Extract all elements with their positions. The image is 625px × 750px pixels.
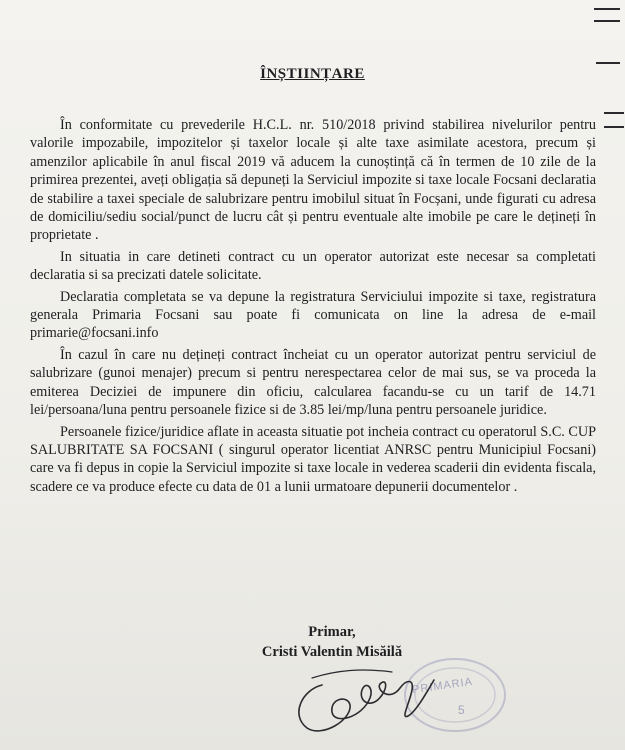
stamp-number: 5 (458, 703, 465, 717)
edge-mark (594, 8, 620, 10)
handwritten-signature (282, 650, 462, 740)
paragraph: În conformitate cu prevederile H.C.L. nr. 510/2018 privind stabilirea nivelurilor pentru valorile impozabile, impozitelor și taxelor locale și alte taxe asimilate acestora, precum și amenzilor aplicabile în anul fiscal 2019 vă aducem la cunoștință că în termen de 10 zile de la primirea prezentei, aveți obligația să depuneți la Serviciul impozite si taxe locale Focsani declaratia de stabilire a taxei speciale de salubrizare pentru imobilul situat în Focșani, unde figurati cu adresa de domiciliu/sediu social/punct de lucru cât și pentru eventuale alte imobile pe care le dețineți în proprietate . (30, 117, 596, 244)
paragraph: În cazul în care nu dețineți contract încheiat cu un operator autorizat pentru serviciul de salubrizare (gunoi menajer) precum si pentru nerespectarea celor de mai sus, se va proceda la emiterea Deciziei de impunere din oficiu, calcularea facandu-se cu un tarif de 14.71 lei/persoana/luna pentru persoanele fizice si de 3.85 lei/mp/luna pentru persoanele juridice. (30, 346, 596, 419)
signatory-name: Cristi Valentin Misăilă (261, 644, 403, 660)
document-title: ÎNȘTIINȚARE (260, 66, 365, 82)
stamp-label: PRIMARIA (411, 675, 474, 697)
document-body (30, 116, 596, 496)
edge-mark (594, 20, 620, 22)
paragraph: In situatia in care detineti contract cu un operator autorizat este necesar sa completati declaratia si sa precizati datele solicitate. (30, 248, 596, 284)
edge-mark (596, 62, 620, 64)
signatory-role: Primar, (308, 624, 356, 640)
paragraph: Persoanele fizice/juridice aflate in aceasta situatie pot incheia contract cu operatorul S.C. CUP SALUBRITATE SA FOCSANI ( singurul operator licentiat ANRSC pentru Municipiul Focsani) care va fi depus in copie la Serviciul impozite si taxe locale in vederea scaderii din evidenta fiscala, scadere ce va produce efecte cu data de 01 a lunii urmatoare depunerii documentelor . (30, 423, 596, 495)
paragraph: Declaratia completata se va depune la registratura Serviciului impozite si taxe, registratura generala Primaria Focsani sau poate fi comunicata on line la adresa de e-mail primarie@focsani.info (30, 288, 596, 342)
edge-mark (604, 126, 624, 128)
edge-mark (604, 112, 624, 114)
